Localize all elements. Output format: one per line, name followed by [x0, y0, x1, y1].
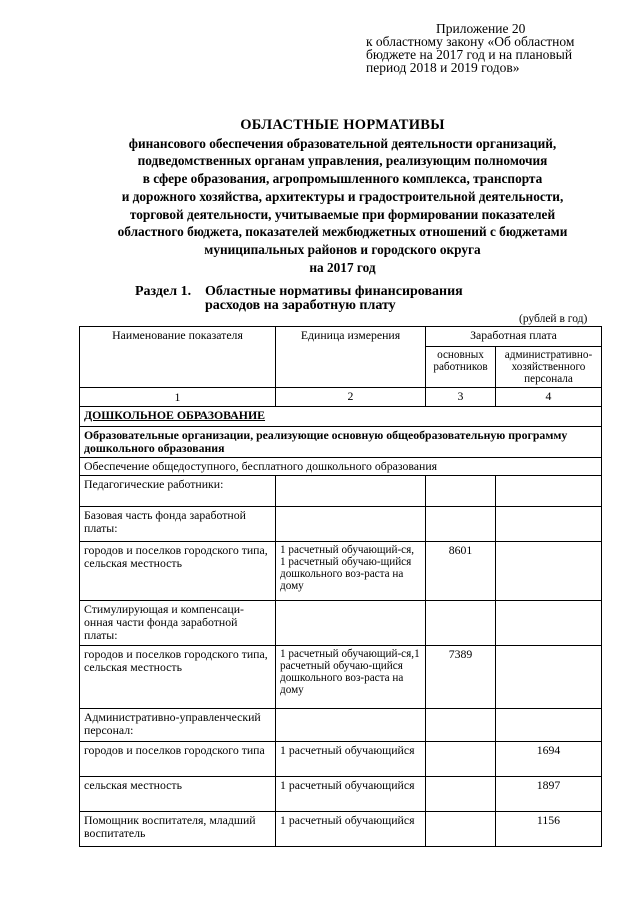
- row-main-value: [426, 709, 496, 742]
- row-admin-value: 1156: [496, 812, 602, 847]
- table-row: [80, 507, 602, 542]
- org-type-row: [80, 427, 602, 458]
- section-row: [80, 407, 602, 427]
- col-number: 4: [496, 388, 602, 407]
- table-row: [80, 777, 602, 812]
- table-row: [80, 542, 602, 601]
- row-main-value: [426, 476, 496, 507]
- column-numbers-row: [80, 388, 602, 407]
- row-name: Педагогические работники:: [80, 476, 276, 507]
- row-main-value: [426, 507, 496, 542]
- row-unit: 1 расчетный обучающийся: [276, 812, 426, 847]
- table-row: [80, 709, 602, 742]
- table-row: [80, 646, 602, 709]
- row-admin-value: 1897: [496, 777, 602, 812]
- header-admin-staff: административно-хозяйственного персонала: [496, 347, 602, 388]
- provision-row: [80, 458, 602, 476]
- row-admin-value: 1694: [496, 742, 602, 777]
- title-line: подведомственных органам управления, реализующим полномочия: [137, 153, 548, 169]
- appendix-line: бюджете на 2017 год и на плановый: [366, 47, 573, 62]
- row-unit: [276, 709, 426, 742]
- row-main-value: [426, 812, 496, 847]
- section-number: Раздел 1.: [135, 284, 192, 299]
- row-admin-value: [496, 646, 602, 709]
- row-unit: [276, 601, 426, 646]
- title-line: муниципальных районов и городского округа: [204, 241, 481, 257]
- row-unit: [276, 476, 426, 507]
- appendix-caption: [366, 22, 628, 74]
- provision-cell: Обеспечение общедоступного, бесплатного дошкольного образования: [80, 458, 602, 476]
- row-unit: 1 расчетный обучающийся: [276, 777, 426, 812]
- row-unit: 1 расчетный обучающий-ся, 1 расчетный обучаю-щийся дошкольного воз-раста на дому: [276, 542, 426, 601]
- row-name: городов и поселков городского типа: [80, 742, 276, 777]
- document-title: [70, 117, 615, 276]
- section-heading: [135, 285, 463, 313]
- section-title-cell: ДОШКОЛЬНОЕ ОБРАЗОВАНИЕ: [80, 407, 602, 427]
- title-line: и дорожного хозяйства, архитектуры и градостроительной деятельности,: [121, 188, 564, 204]
- row-name: Базовая часть фонда заработной платы:: [80, 507, 276, 542]
- section-subtitle: расходов на заработную плату: [205, 298, 396, 313]
- row-name: сельская местность: [80, 777, 276, 812]
- col-number: 3: [426, 388, 496, 407]
- header-main-staff: основных работников: [426, 347, 496, 388]
- row-main-value: [426, 601, 496, 646]
- header-row: [80, 327, 602, 347]
- row-name: Помощник воспитателя, младший воспитатель: [80, 812, 276, 847]
- table-row: [80, 601, 602, 646]
- unit-note: (рублей в год): [519, 313, 588, 325]
- row-unit: 1 расчетный обучающий-ся,1 расчетный обучаю-щийся дошкольного воз-раста на дому: [276, 646, 426, 709]
- title-line: финансового обеспечения образовательной деятельности организаций,: [128, 135, 557, 151]
- row-name: городов и поселков городского типа, сельская местность: [80, 646, 276, 709]
- row-unit: [276, 507, 426, 542]
- table-row: [80, 476, 602, 507]
- row-name: Административно-управленческий персонал:: [80, 709, 276, 742]
- section-title: Областные нормативы финансирования: [205, 284, 463, 299]
- row-admin-value: [496, 601, 602, 646]
- title-line: областного бюджета, показателей межбюджетных отношений с бюджетами: [117, 224, 568, 240]
- row-main-value: 8601: [426, 542, 496, 601]
- org-type-cell: Образовательные организации, реализующие основную общеобразовательную программу дошкольного образования: [80, 427, 602, 458]
- row-main-value: [426, 742, 496, 777]
- col-number: 1: [80, 388, 276, 407]
- header-name: Наименование показателя: [80, 327, 276, 388]
- row-admin-value: [496, 709, 602, 742]
- title-line: торговой деятельности, учитываемые при формировании показателей: [129, 206, 556, 222]
- table-row: [80, 742, 602, 777]
- row-main-value: 7389: [426, 646, 496, 709]
- header-unit: Единица измерения: [276, 327, 426, 388]
- title-heading: ОБЛАСТНЫЕ НОРМАТИВЫ: [240, 117, 445, 133]
- title-line: на 2017 год: [309, 259, 376, 275]
- norms-table: [79, 326, 602, 847]
- title-line: в сфере образования, агропромышленного комплекса, транспорта: [142, 171, 543, 187]
- row-admin-value: [496, 476, 602, 507]
- row-unit: 1 расчетный обучающийся: [276, 742, 426, 777]
- appendix-line: период 2018 и 2019 годов»: [366, 60, 520, 75]
- col-number: 2: [276, 388, 426, 407]
- appendix-number: Приложение 20: [436, 21, 526, 36]
- row-main-value: [426, 777, 496, 812]
- row-name: городов и поселков городского типа, сельская местность: [80, 542, 276, 601]
- table-row: [80, 812, 602, 847]
- row-admin-value: [496, 542, 602, 601]
- header-salary: Заработная плата: [426, 327, 602, 347]
- row-name: Стимулирующая и компенсаци-онная части фонда заработной платы:: [80, 601, 276, 646]
- appendix-line: к областному закону «Об областном: [366, 34, 575, 49]
- row-admin-value: [496, 507, 602, 542]
